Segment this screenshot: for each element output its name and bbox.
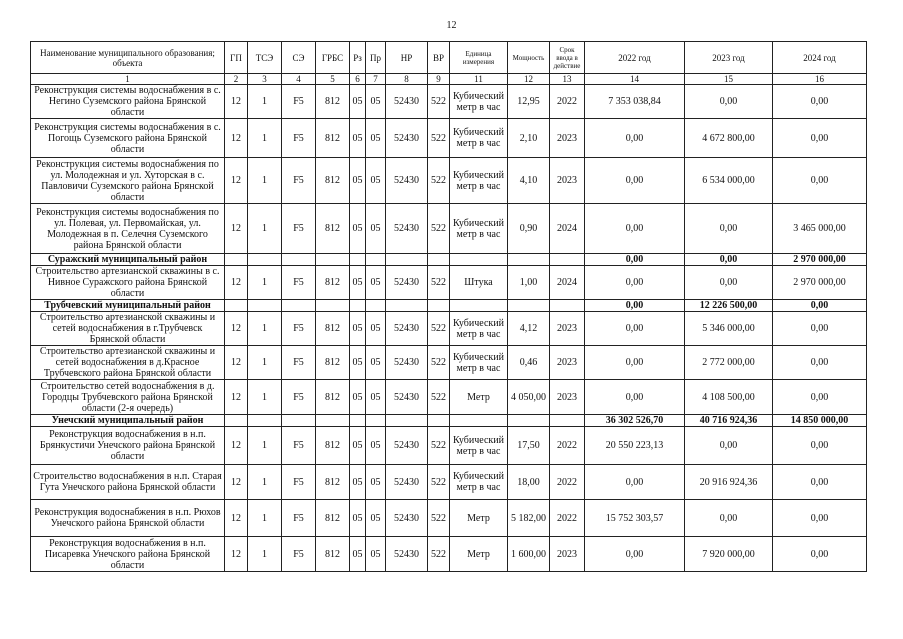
- amount-2023: 4 108 500,00: [685, 380, 773, 415]
- empty-cell: [366, 415, 386, 427]
- tse-cell: 1: [248, 204, 282, 254]
- page-number: 12: [446, 20, 457, 31]
- tse-cell: 1: [248, 537, 282, 572]
- amount-2023: 0,00: [685, 254, 773, 266]
- empty-cell: [248, 300, 282, 312]
- se-cell: F5: [282, 500, 316, 537]
- se-cell: F5: [282, 158, 316, 204]
- empty-cell: [225, 415, 248, 427]
- amount-2022: 7 353 038,84: [585, 85, 685, 119]
- grbs-cell: 812: [316, 500, 350, 537]
- object-name: Реконструкция водоснабжения в н.п. Писаревка Унечского района Брянской области: [31, 537, 225, 572]
- se-cell: F5: [282, 312, 316, 346]
- pr-cell: 05: [366, 500, 386, 537]
- object-row: [31, 427, 867, 465]
- rz-cell: 05: [350, 537, 366, 572]
- column-number-cell: 3: [248, 74, 282, 85]
- gp-cell: 12: [225, 500, 248, 537]
- term-cell: 2024: [550, 204, 585, 254]
- header-row: [31, 42, 867, 74]
- amount-2022: 0,00: [585, 254, 685, 266]
- power-cell: 5 182,00: [508, 500, 550, 537]
- term-cell: 2024: [550, 266, 585, 300]
- object-row: [31, 158, 867, 204]
- unit-cell: Кубический метр в час: [450, 158, 508, 204]
- empty-cell: [508, 254, 550, 266]
- column-number-cell: 4: [282, 74, 316, 85]
- empty-cell: [508, 415, 550, 427]
- rz-cell: 05: [350, 85, 366, 119]
- district-row: [31, 254, 867, 266]
- header-name: Наименование муниципального образования; объекта: [31, 42, 225, 74]
- grbs-cell: 812: [316, 204, 350, 254]
- object-name: Строительство артезианской скважины и сетей водоснабжения в д.Красное Трубчевского района Брянской области: [31, 346, 225, 380]
- term-cell: 2023: [550, 158, 585, 204]
- empty-cell: [282, 254, 316, 266]
- np-cell: 52430: [386, 158, 428, 204]
- np-cell: 52430: [386, 346, 428, 380]
- empty-cell: [550, 415, 585, 427]
- object-row: [31, 266, 867, 300]
- np-cell: 52430: [386, 500, 428, 537]
- se-cell: F5: [282, 346, 316, 380]
- vr-cell: 522: [428, 427, 450, 465]
- pr-cell: 05: [366, 158, 386, 204]
- empty-cell: [316, 415, 350, 427]
- amount-2023: 0,00: [685, 427, 773, 465]
- vr-cell: 522: [428, 119, 450, 158]
- object-name: Реконструкция водоснабжения в н.п. Рюхов Унечского района Брянской области: [31, 500, 225, 537]
- rz-cell: 05: [350, 380, 366, 415]
- object-row: [31, 537, 867, 572]
- empty-cell: [450, 300, 508, 312]
- empty-cell: [282, 300, 316, 312]
- object-row: [31, 346, 867, 380]
- power-cell: 1,00: [508, 266, 550, 300]
- unit-cell: Метр: [450, 500, 508, 537]
- amount-2024: 2 970 000,00: [773, 266, 867, 300]
- empty-cell: [225, 254, 248, 266]
- empty-cell: [248, 254, 282, 266]
- vr-cell: 522: [428, 266, 450, 300]
- power-cell: 4,10: [508, 158, 550, 204]
- power-cell: 0,46: [508, 346, 550, 380]
- object-row: [31, 85, 867, 119]
- se-cell: F5: [282, 537, 316, 572]
- amount-2024: 0,00: [773, 158, 867, 204]
- amount-2022: 15 752 303,57: [585, 500, 685, 537]
- np-cell: 52430: [386, 204, 428, 254]
- term-cell: 2023: [550, 537, 585, 572]
- rz-cell: 05: [350, 427, 366, 465]
- pr-cell: 05: [366, 346, 386, 380]
- amount-2023: 20 916 924,36: [685, 465, 773, 500]
- column-number-cell: 16: [773, 74, 867, 85]
- amount-2022: 0,00: [585, 266, 685, 300]
- column-number-cell: 6: [350, 74, 366, 85]
- header-tse: ТСЭ: [248, 42, 282, 74]
- amount-2023: 12 226 500,00: [685, 300, 773, 312]
- empty-cell: [508, 300, 550, 312]
- vr-cell: 522: [428, 537, 450, 572]
- grbs-cell: 812: [316, 85, 350, 119]
- amount-2022: 0,00: [585, 204, 685, 254]
- header-pr: Пр: [366, 42, 386, 74]
- grbs-cell: 812: [316, 119, 350, 158]
- amount-2024: 3 465 000,00: [773, 204, 867, 254]
- column-number-cell: 14: [585, 74, 685, 85]
- gp-cell: 12: [225, 158, 248, 204]
- grbs-cell: 812: [316, 346, 350, 380]
- district-row: [31, 300, 867, 312]
- unit-cell: Кубический метр в час: [450, 204, 508, 254]
- district-name: Трубчевский муниципальный район: [31, 300, 225, 312]
- object-row: [31, 380, 867, 415]
- object-name: Реконструкция системы водоснабжения в с. Негино Суземского района Брянской области: [31, 85, 225, 119]
- amount-2024: 0,00: [773, 380, 867, 415]
- gp-cell: 12: [225, 346, 248, 380]
- amount-2022: 0,00: [585, 346, 685, 380]
- term-cell: 2023: [550, 346, 585, 380]
- empty-cell: [386, 254, 428, 266]
- term-cell: 2023: [550, 119, 585, 158]
- empty-cell: [350, 300, 366, 312]
- rz-cell: 05: [350, 204, 366, 254]
- se-cell: F5: [282, 204, 316, 254]
- amount-2024: 0,00: [773, 85, 867, 119]
- term-cell: 2022: [550, 465, 585, 500]
- grbs-cell: 812: [316, 266, 350, 300]
- grbs-cell: 812: [316, 537, 350, 572]
- np-cell: 52430: [386, 312, 428, 346]
- object-name: Реконструкция системы водоснабжения по ул. Молодежная и ул. Хуторская в с. Павловичи Суземского района Брянской области: [31, 158, 225, 204]
- object-name: Строительство водоснабжения в н.п. Старая Гута Унечского района Брянской области: [31, 465, 225, 500]
- se-cell: F5: [282, 266, 316, 300]
- np-cell: 52430: [386, 537, 428, 572]
- amount-2023: 7 920 000,00: [685, 537, 773, 572]
- vr-cell: 522: [428, 158, 450, 204]
- term-cell: 2022: [550, 85, 585, 119]
- amount-2022: 0,00: [585, 158, 685, 204]
- amount-2023: 0,00: [685, 85, 773, 119]
- pr-cell: 05: [366, 380, 386, 415]
- empty-cell: [282, 415, 316, 427]
- gp-cell: 12: [225, 380, 248, 415]
- amount-2022: 0,00: [585, 119, 685, 158]
- tse-cell: 1: [248, 346, 282, 380]
- object-name: Строительство сетей водоснабжения в д. Городцы Трубчевского района Брянской области (2-я очередь): [31, 380, 225, 415]
- power-cell: 18,00: [508, 465, 550, 500]
- gp-cell: 12: [225, 427, 248, 465]
- grbs-cell: 812: [316, 465, 350, 500]
- se-cell: F5: [282, 427, 316, 465]
- power-cell: 1 600,00: [508, 537, 550, 572]
- vr-cell: 522: [428, 380, 450, 415]
- amount-2024: 2 970 000,00: [773, 254, 867, 266]
- object-name: Реконструкция системы водоснабжения по ул. Полевая, ул. Первомайская, ул. Молодежная в п. Селечня Суземского района Брянской области: [31, 204, 225, 254]
- tse-cell: 1: [248, 465, 282, 500]
- header-2024: 2024 год: [773, 42, 867, 74]
- empty-cell: [350, 415, 366, 427]
- gp-cell: 12: [225, 204, 248, 254]
- amount-2024: 14 850 000,00: [773, 415, 867, 427]
- column-number-row: [31, 74, 867, 85]
- empty-cell: [450, 415, 508, 427]
- amount-2023: 0,00: [685, 204, 773, 254]
- pr-cell: 05: [366, 537, 386, 572]
- header-power: Мощность: [508, 42, 550, 74]
- rz-cell: 05: [350, 346, 366, 380]
- power-cell: 4 050,00: [508, 380, 550, 415]
- amount-2023: 40 716 924,36: [685, 415, 773, 427]
- header-np: НР: [386, 42, 428, 74]
- pr-cell: 05: [366, 119, 386, 158]
- grbs-cell: 812: [316, 312, 350, 346]
- header-grbs: ГРБС: [316, 42, 350, 74]
- se-cell: F5: [282, 85, 316, 119]
- empty-cell: [428, 415, 450, 427]
- power-cell: 17,50: [508, 427, 550, 465]
- gp-cell: 12: [225, 537, 248, 572]
- np-cell: 52430: [386, 119, 428, 158]
- amount-2022: 0,00: [585, 312, 685, 346]
- pr-cell: 05: [366, 266, 386, 300]
- object-row: [31, 204, 867, 254]
- unit-cell: Кубический метр в час: [450, 427, 508, 465]
- rz-cell: 05: [350, 312, 366, 346]
- pr-cell: 05: [366, 85, 386, 119]
- se-cell: F5: [282, 119, 316, 158]
- tse-cell: 1: [248, 312, 282, 346]
- amount-2023: 2 772 000,00: [685, 346, 773, 380]
- amount-2022: 0,00: [585, 537, 685, 572]
- header-unit: Единица измерения: [450, 42, 508, 74]
- rz-cell: 05: [350, 465, 366, 500]
- empty-cell: [550, 254, 585, 266]
- rz-cell: 05: [350, 500, 366, 537]
- object-row: [31, 119, 867, 158]
- gp-cell: 12: [225, 266, 248, 300]
- gp-cell: 12: [225, 85, 248, 119]
- amount-2024: 0,00: [773, 312, 867, 346]
- amount-2024: 0,00: [773, 537, 867, 572]
- empty-cell: [428, 254, 450, 266]
- tse-cell: 1: [248, 500, 282, 537]
- column-number-cell: 5: [316, 74, 350, 85]
- column-number-cell: 11: [450, 74, 508, 85]
- column-number-cell: 9: [428, 74, 450, 85]
- district-row: [31, 415, 867, 427]
- rz-cell: 05: [350, 119, 366, 158]
- empty-cell: [248, 415, 282, 427]
- pr-cell: 05: [366, 465, 386, 500]
- amount-2024: 0,00: [773, 119, 867, 158]
- grbs-cell: 812: [316, 158, 350, 204]
- unit-cell: Метр: [450, 537, 508, 572]
- amount-2024: 0,00: [773, 346, 867, 380]
- object-name: Реконструкция водоснабжения в н.п. Брянкустичи Унечского района Брянской области: [31, 427, 225, 465]
- column-number-cell: 2: [225, 74, 248, 85]
- amount-2022: 0,00: [585, 380, 685, 415]
- tse-cell: 1: [248, 380, 282, 415]
- header-rz: Рз: [350, 42, 366, 74]
- vr-cell: 522: [428, 500, 450, 537]
- power-cell: 0,90: [508, 204, 550, 254]
- empty-cell: [386, 300, 428, 312]
- column-number-cell: 15: [685, 74, 773, 85]
- gp-cell: 12: [225, 312, 248, 346]
- object-row: [31, 312, 867, 346]
- rz-cell: 05: [350, 158, 366, 204]
- empty-cell: [450, 254, 508, 266]
- amount-2023: 0,00: [685, 266, 773, 300]
- amount-2022: 20 550 223,13: [585, 427, 685, 465]
- vr-cell: 522: [428, 85, 450, 119]
- np-cell: 52430: [386, 380, 428, 415]
- unit-cell: Штука: [450, 266, 508, 300]
- header-vr: ВР: [428, 42, 450, 74]
- tse-cell: 1: [248, 85, 282, 119]
- amount-2024: 0,00: [773, 465, 867, 500]
- se-cell: F5: [282, 380, 316, 415]
- np-cell: 52430: [386, 266, 428, 300]
- tse-cell: 1: [248, 266, 282, 300]
- amount-2022: 36 302 526,70: [585, 415, 685, 427]
- amount-2023: 4 672 800,00: [685, 119, 773, 158]
- amount-2024: 0,00: [773, 500, 867, 537]
- unit-cell: Метр: [450, 380, 508, 415]
- rz-cell: 05: [350, 266, 366, 300]
- power-cell: 2,10: [508, 119, 550, 158]
- vr-cell: 522: [428, 204, 450, 254]
- object-name: Реконструкция системы водоснабжения в с. Погощь Суземского района Брянской области: [31, 119, 225, 158]
- empty-cell: [225, 300, 248, 312]
- vr-cell: 522: [428, 346, 450, 380]
- empty-cell: [550, 300, 585, 312]
- header-2022: 2022 год: [585, 42, 685, 74]
- empty-cell: [386, 415, 428, 427]
- object-row: [31, 500, 867, 537]
- term-cell: 2022: [550, 427, 585, 465]
- amount-2024: 0,00: [773, 427, 867, 465]
- term-cell: 2022: [550, 500, 585, 537]
- tse-cell: 1: [248, 158, 282, 204]
- column-number-cell: 12: [508, 74, 550, 85]
- unit-cell: Кубический метр в час: [450, 465, 508, 500]
- empty-cell: [316, 300, 350, 312]
- header-2023: 2023 год: [685, 42, 773, 74]
- empty-cell: [366, 300, 386, 312]
- term-cell: 2023: [550, 312, 585, 346]
- se-cell: F5: [282, 465, 316, 500]
- header-term: Срок ввода в действие: [550, 42, 585, 74]
- table-body: [31, 85, 867, 572]
- empty-cell: [428, 300, 450, 312]
- unit-cell: Кубический метр в час: [450, 119, 508, 158]
- unit-cell: Кубический метр в час: [450, 346, 508, 380]
- column-number-cell: 13: [550, 74, 585, 85]
- header-gp: ГП: [225, 42, 248, 74]
- header-se: СЭ: [282, 42, 316, 74]
- gp-cell: 12: [225, 465, 248, 500]
- investment-table: [30, 41, 867, 572]
- empty-cell: [316, 254, 350, 266]
- object-row: [31, 465, 867, 500]
- vr-cell: 522: [428, 312, 450, 346]
- empty-cell: [350, 254, 366, 266]
- object-name: Строительство артезианской скважины и сетей водоснабжения в г.Трубчевск Брянской области: [31, 312, 225, 346]
- np-cell: 52430: [386, 85, 428, 119]
- column-number-cell: 1: [31, 74, 225, 85]
- amount-2023: 6 534 000,00: [685, 158, 773, 204]
- amount-2022: 0,00: [585, 465, 685, 500]
- grbs-cell: 812: [316, 427, 350, 465]
- vr-cell: 522: [428, 465, 450, 500]
- empty-cell: [366, 254, 386, 266]
- amount-2023: 0,00: [685, 500, 773, 537]
- np-cell: 52430: [386, 465, 428, 500]
- pr-cell: 05: [366, 427, 386, 465]
- unit-cell: Кубический метр в час: [450, 312, 508, 346]
- power-cell: 12,95: [508, 85, 550, 119]
- unit-cell: Кубический метр в час: [450, 85, 508, 119]
- power-cell: 4,12: [508, 312, 550, 346]
- object-name: Строительство артезианской скважины в с. Нивное Суражского района Брянской области: [31, 266, 225, 300]
- column-number-cell: 7: [366, 74, 386, 85]
- grbs-cell: 812: [316, 380, 350, 415]
- term-cell: 2023: [550, 380, 585, 415]
- amount-2023: 5 346 000,00: [685, 312, 773, 346]
- column-number-cell: 8: [386, 74, 428, 85]
- gp-cell: 12: [225, 119, 248, 158]
- amount-2024: 0,00: [773, 300, 867, 312]
- amount-2022: 0,00: [585, 300, 685, 312]
- pr-cell: 05: [366, 204, 386, 254]
- np-cell: 52430: [386, 427, 428, 465]
- tse-cell: 1: [248, 119, 282, 158]
- district-name: Унечский муниципальный район: [31, 415, 225, 427]
- district-name: Суражский муниципальный район: [31, 254, 225, 266]
- tse-cell: 1: [248, 427, 282, 465]
- pr-cell: 05: [366, 312, 386, 346]
